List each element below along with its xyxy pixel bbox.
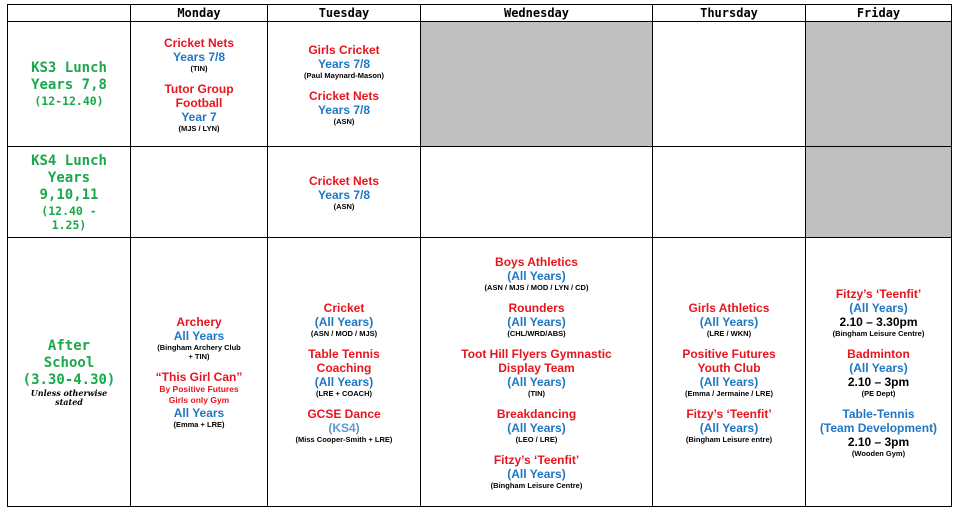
activity-detail: (Team Development) [819,420,938,435]
activity [421,255,652,292]
activity-name: Tutor Group [164,81,234,96]
activity-detail: Years 7/8 [172,49,226,64]
row-title-line: Years 7,8 [31,77,107,93]
activity-name: Cricket Nets [308,88,380,103]
row-ks4-lunch [8,147,952,238]
activity-detail: (All Years) [314,314,374,329]
row-header-ks3-lunch [8,22,131,147]
cell-monday [131,238,268,507]
row-title-line: 9,10,11 [39,186,99,203]
row-title-line: KS3 Lunch [31,60,107,76]
header-row [8,5,952,22]
activity [268,407,420,444]
activity [268,301,420,338]
activity-detail: Display Team [498,360,575,375]
activity-staff: (Miss Cooper-Smith + LRE) [295,434,393,444]
activity [421,301,652,338]
activity-staff: (ASN / MJS / MOD / LYN / CD) [484,282,589,292]
activity [131,315,267,361]
activity-staff: (Bingham Leisure entre) [685,434,773,444]
activity [806,287,951,338]
activity-name: Cricket Nets [163,35,235,50]
cell-wednesday [421,238,653,507]
row-ks3-lunch [8,22,952,147]
activity [131,82,267,133]
activity-name: Badminton [847,346,910,361]
activity [653,301,805,338]
activity-name: Archery [176,315,222,329]
activity-detail: (All Years) [849,300,908,315]
day-header-wednesday: Wednesday [421,5,653,22]
activity-staff: (PE Dept) [861,388,896,398]
activity-detail: Youth Club [697,360,761,375]
activity-detail: Girls only Gym [168,395,230,405]
row-title-line: After [47,337,91,354]
activity-name: Fitzy’s ‘Teenfit’ [493,452,580,467]
activity-detail: (All Years) [699,374,759,389]
activity-detail: 2.10 – 3pm [847,434,910,449]
activity-detail: Years 7/8 [317,102,371,117]
activity-name: “This Girl Can” [155,370,243,384]
cell-friday-unavailable [806,147,952,238]
activity-staff: (LEO / LRE) [515,434,558,444]
activity-detail: 2.10 – 3pm [847,374,910,389]
activity-name: Cricket [323,300,365,315]
activity-staff: (TIN) [190,63,208,73]
cell-monday [131,147,268,238]
activity [131,370,267,429]
activity-staff: (Bingham Leisure Centre) [490,480,583,490]
cell-wednesday-unavailable [421,22,653,147]
activity [653,407,805,444]
activity-detail: Years 7/8 [317,187,371,202]
activity-detail: (All Years) [699,420,759,435]
activity [268,174,420,211]
activity-detail: (All Years) [849,360,908,375]
activity-detail: All Years [173,329,225,343]
activity-name: GCSE Dance [307,406,381,421]
activity-name: Cricket Nets [308,173,380,188]
activity-name: Fitzy’s ‘Teenfit’ [835,286,922,301]
cell-friday [806,238,952,507]
activity-staff: (ASN) [333,201,355,211]
row-header-ks4-lunch [8,147,131,238]
row-note: stated [55,396,83,407]
row-note: Unless otherwise [30,387,108,398]
cell-tuesday [268,22,421,147]
activity-detail: Coaching [316,360,372,375]
cell-thursday [653,238,806,507]
activity-detail: By Positive Futures [159,384,239,394]
cell-wednesday [421,147,653,238]
cell-thursday [653,147,806,238]
activity [131,36,267,73]
activity-name: Fitzy’s ‘Teenfit’ [686,406,772,421]
activity-staff: (ASN / MOD / MJS) [310,328,378,338]
corner-cell [8,5,131,22]
row-title-line: (3.30-4.30) [22,371,116,388]
row-after-school [8,238,952,507]
row-time: 1.25) [51,217,87,232]
activity-name: Boys Athletics [495,254,578,269]
activity-detail: (All Years) [699,314,759,329]
activity-name: Toot Hill Flyers Gymnastic [461,346,612,361]
activity-staff: (MJS / LYN) [178,123,220,133]
row-title-line: Years [47,169,91,186]
activity-detail: (All Years) [507,466,566,481]
activity-staff: (ASN) [333,116,355,126]
activity [421,347,652,398]
activity-detail: (KS4) [328,420,360,435]
cell-monday [131,22,268,147]
activity-name: Rounders [508,300,565,315]
activity-name: Positive Futures [682,346,776,361]
activity-name: Girls Athletics [688,300,770,315]
activity-staff: + TIN) [188,352,210,361]
activity-name: Table Tennis [308,346,380,361]
row-time: (12-12.40) [34,94,104,108]
activity [806,347,951,398]
cell-friday-unavailable [806,22,952,147]
cell-thursday [653,22,806,147]
activity-detail: All Years [173,406,225,420]
day-header-friday: Friday [806,5,952,22]
day-header-thursday: Thursday [653,5,806,22]
activity-staff: (Paul Maynard-Mason) [303,70,384,80]
activity [268,89,420,126]
activity [421,407,652,444]
activity-staff: (LRE + COACH) [315,388,373,398]
activity-staff: (Bingham Archery Club [157,343,241,352]
activity-staff: (LRE / WKN) [706,328,752,338]
row-time: (12.40 - [41,203,97,218]
activity-detail: Years 7/8 [317,56,371,71]
activity [806,407,951,458]
activity-staff: (CHL/WRD/ABS) [507,328,566,338]
activity [653,347,805,398]
activity-detail: (All Years) [507,374,566,389]
activity-staff: (Emma / Jermaine / LRE) [685,388,773,398]
cell-tuesday [268,238,421,507]
row-title-line: School [43,354,95,371]
activity-detail: 2.10 – 3.30pm [839,314,918,329]
activity [268,43,420,80]
activity-detail: (All Years) [507,420,566,435]
day-header-monday: Monday [131,5,268,22]
activity [268,347,420,398]
cell-tuesday [268,147,421,238]
activity-name: Table-Tennis [842,406,915,421]
day-header-tuesday: Tuesday [268,5,421,22]
activity-detail: (All Years) [507,268,566,283]
row-title-line: KS4 Lunch [31,152,107,169]
activity-name: Breakdancing [496,406,577,421]
timetable [7,4,952,507]
activity-detail: (All Years) [507,314,566,329]
activity-staff: (TIN) [527,388,546,398]
activity [421,453,652,490]
activity-staff: (Bingham Leisure Centre) [832,328,925,338]
activity-staff: (Wooden Gym) [851,448,906,458]
activity-detail: Year 7 [181,109,217,124]
activity-detail: (All Years) [314,374,374,389]
activity-detail: Football [175,95,223,110]
activity-name: Girls Cricket [308,42,380,57]
activity-staff: (Emma + LRE) [173,420,225,429]
row-header-after-school [8,238,131,507]
